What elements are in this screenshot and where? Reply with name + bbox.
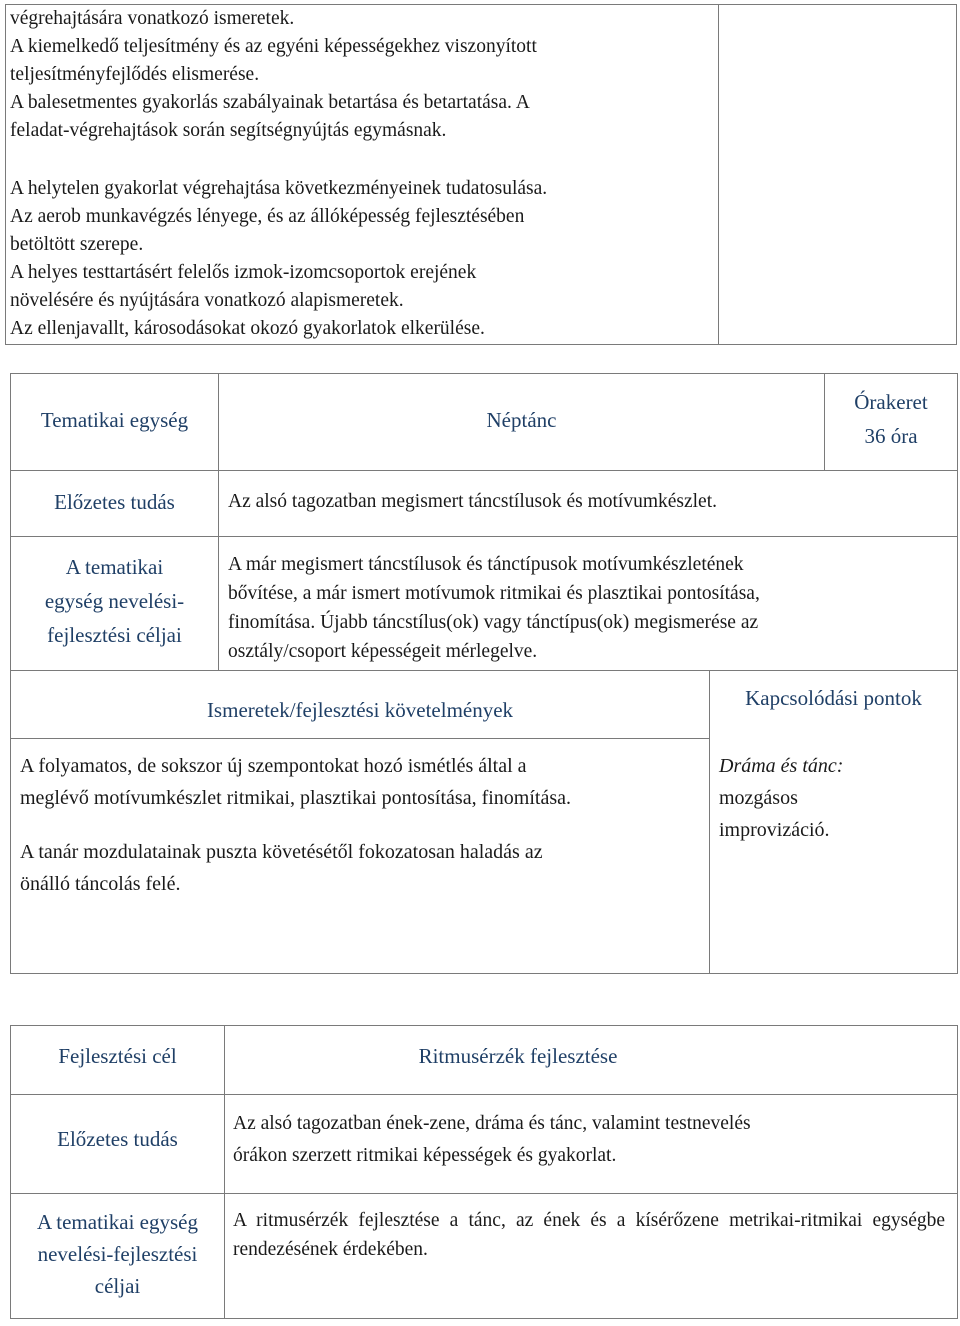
fejlesztesi-cel-value: Ritmusérzék fejlesztése	[418, 1044, 618, 1068]
celjai-label-line: A tematikai egység	[37, 1210, 198, 1234]
top-text-line: végrehajtására vonatkozó ismeretek.	[10, 8, 295, 29]
top-text-line: feladat-végrehajtások során segítségnyújtás egymásnak.	[10, 120, 447, 141]
kapcsolodasi-line: improvizáció.	[719, 819, 830, 841]
celjai-label-line: egység nevelési-	[44, 589, 185, 613]
celjai-label-line: céljai	[94, 1274, 141, 1298]
elozetes-tudas-line: órákon szerzett ritmikai képességek és gyakorlat.	[233, 1145, 617, 1166]
ismeretek-p1-line: A folyamatos, de sokszor új szempontokat hozó ismétlés által a	[20, 755, 527, 777]
celjai-text-line: A már megismert táncstílusok és tánctípusok motívumkészletének	[228, 554, 744, 575]
tematikai-egyseg-label: Tematikai egység	[40, 408, 189, 432]
top-text-line: A helyes testtartásért felelős izmok-izomcsoportok erejének	[10, 262, 477, 283]
orakeret-label: Órakeret	[854, 390, 928, 414]
ismeretek-header: Ismeretek/fejlesztési követelmények	[206, 698, 514, 722]
kapcsolodasi-header: Kapcsolódási pontok	[745, 686, 922, 710]
kapcsolodasi-subject: Dráma és tánc:	[719, 755, 844, 777]
orakeret-value: 36 óra	[864, 424, 918, 448]
top-text-line: betöltött szerepe.	[10, 234, 144, 255]
ismeretek-p2-line: A tanár mozdulatainak puszta követésétől fokozatosan haladás az	[20, 841, 543, 863]
celjai-text: A ritmusérzék fejlesztése a tánc, az ének és a kísérőzene metrikai-ritmikai egységbe rendezésének érdekében.	[233, 1210, 945, 1260]
top-text-line: teljesítményfejlődés elismerése.	[10, 64, 260, 85]
top-text-line: A kiemelkedő teljesítmény és az egyéni képességekhez viszonyított	[10, 36, 537, 57]
ismeretek-p1-line: meglévő motívumkészlet ritmikai, plasztikai pontosítása, finomítása.	[20, 787, 571, 809]
elozetes-tudas-label: Előzetes tudás	[54, 490, 175, 514]
celjai-label-line: fejlesztési céljai	[47, 623, 182, 647]
ismeretek-p2-line: önálló táncolás felé.	[20, 873, 181, 895]
unit-title: Néptánc	[486, 408, 557, 432]
top-text-line: Az ellenjavallt, károsodásokat okozó gyakorlatok elkerülése.	[10, 318, 485, 339]
top-text-line: A balesetmentes gyakorlás szabályainak betartása és betartatása. A	[10, 92, 530, 113]
fejlesztesi-cel-label: Fejlesztési cél	[58, 1044, 177, 1068]
celjai-text-line: bővítése, a már ismert motívumok ritmikai és plasztikai pontosítása,	[228, 583, 760, 604]
celjai-label-line: nevelési-fejlesztési	[37, 1242, 198, 1266]
top-text-line: növelésére és nyújtására vonatkozó alapismeretek.	[10, 290, 404, 311]
celjai-text-line: osztály/csoport képességeit mérlegelve.	[228, 641, 538, 662]
kapcsolodasi-line: mozgásos	[719, 787, 798, 809]
celjai-label-line: A tematikai	[65, 555, 164, 579]
elozetes-tudas-line: Az alsó tagozatban ének-zene, dráma és tánc, valamint testnevelés	[233, 1113, 751, 1134]
top-text-line: A helytelen gyakorlat végrehajtása következményeinek tudatosulása.	[10, 178, 548, 199]
top-text-line: Az aerob munkavégzés lényege, és az állóképesség fejlesztésében	[10, 206, 525, 227]
celjai-text-line: finomítása. Újabb táncstílus(ok) vagy tánctípus(ok) megismerése az	[228, 612, 759, 633]
elozetes-tudas-label: Előzetes tudás	[57, 1127, 178, 1151]
elozetes-tudas-text: Az alsó tagozatban megismert táncstílusok és motívumkészlet.	[228, 491, 718, 512]
